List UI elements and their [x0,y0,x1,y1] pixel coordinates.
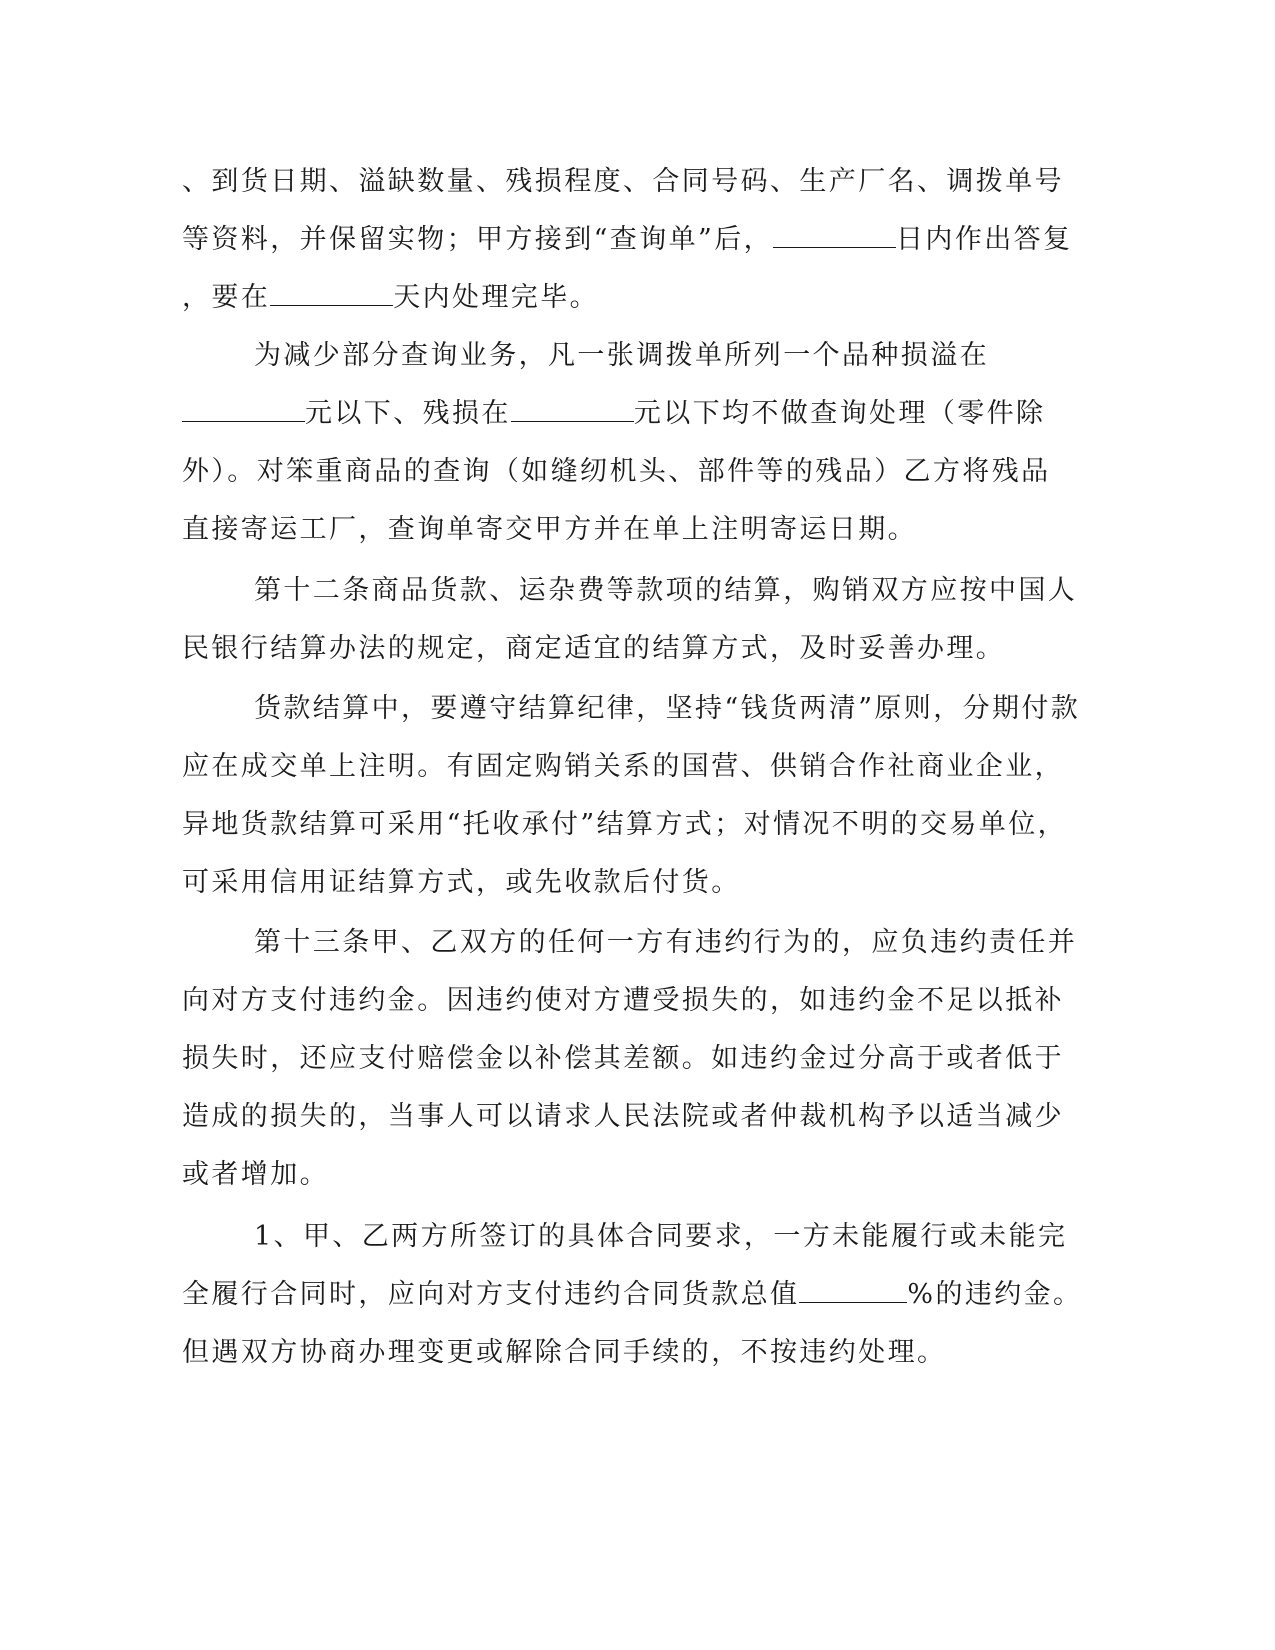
text-line-9: 民银行结算办法的规定，商定适宜的结算方式，及时妥善办理。 [182,633,1006,664]
text-line-19: 1、甲、乙两方所签订的具体合同要求，一方未能履行或未能完 [254,1221,1068,1252]
fill-in-blank-process-days[interactable] [270,281,393,306]
text-line-6: 外）。对笨重商品的查询（如缝纫机头、部件等的残品）乙方将残品 [182,456,1051,487]
text-line-15: 向对方支付违约金。因违约使对方遭受损失的，如违约金不足以抵补 [182,985,1064,1016]
text-line-18: 或者增加。 [182,1159,329,1190]
fill-in-blank-reply-days[interactable] [773,223,896,248]
text-line-20: 全履行合同时，应向对方支付违约合同货款总值 %的违约金。 [182,1279,1083,1310]
fill-in-blank-loss-amount[interactable] [182,397,305,422]
text-line-5: 元以下、残损在 元以下均不做查询处理（零件除 [182,397,1045,431]
text-line-13: 可采用信用证结算方式，或先收款后付货。 [182,867,741,898]
text-line-4: 为减少部分查询业务，凡一张调拨单所列一个品种损溢在 [254,340,989,371]
text-line-11: 应在成交单上注明。有固定购销关系的国营、供销合作社商业企业， [182,751,1064,782]
text-line-12: 异地货款结算可采用“托收承付”结算方式；对情况不明的交易单位， [182,809,1068,840]
text-line-2: 等资料，并保留实物；甲方接到“查询单”后， 日内作出答复 [182,224,1073,255]
text-line-7: 直接寄运工厂，查询单寄交甲方并在单上注明寄运日期。 [182,514,917,545]
text-line-16: 损失时，还应支付赔偿金以补偿其差额。如违约金过分高于或者低于 [182,1043,1064,1074]
text-line-8: 第十二条商品货款、运杂费等款项的结算，购销双方应按中国人 [254,575,1078,606]
text-line-14: 第十三条甲、乙双方的任何一方有违约行为的，应负违约责任并 [254,927,1078,958]
text-line-1: 、到货日期、溢缺数量、残损程度、合同号码、生产厂名、调拨单号 [182,166,1064,197]
text-line-3: ，要在 天内处理完毕。 [182,282,600,313]
fill-in-blank-damage-amount[interactable] [511,397,634,422]
text-line-21: 但遇双方协商办理变更或解除合同手续的，不按违约处理。 [182,1337,947,1368]
text-line-10: 货款结算中，要遵守结算纪律，坚持“钱货两清”原则，分期付款 [254,693,1081,724]
fill-in-blank-penalty-percent[interactable] [799,1278,907,1303]
text-line-17: 造成的损失的，当事人可以请求人民法院或者仲裁机构予以适当减少 [182,1101,1064,1132]
